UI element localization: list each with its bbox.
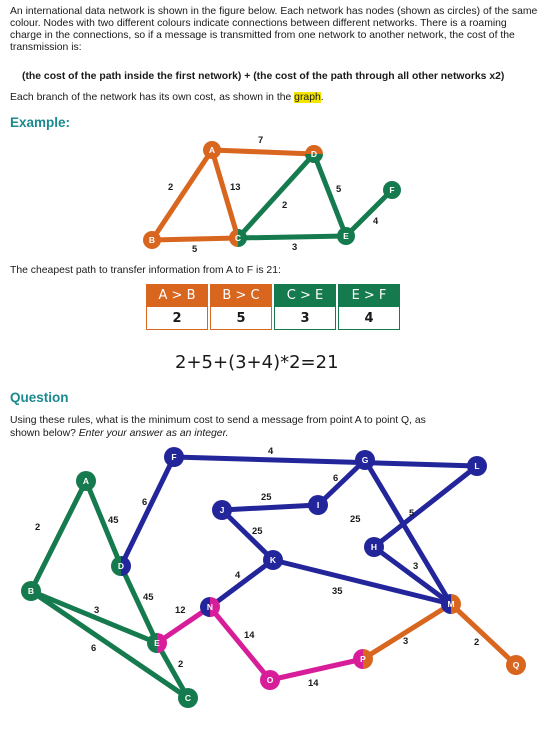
cost-value-b-c: 5 (210, 306, 272, 330)
q-weight-b-e: 3 (94, 604, 100, 615)
ex-weight-a-b: 2 (168, 181, 174, 192)
cost-header-c-e: C > E (274, 284, 336, 306)
q-weight-a-d: 45 (108, 514, 119, 525)
q-edge-d-f (121, 457, 174, 566)
example-graph (143, 134, 401, 254)
q-weight-g-i: 6 (333, 472, 339, 483)
svg-text:A: A (82, 476, 90, 486)
svg-text:E: E (154, 638, 160, 648)
ex-weight-e-f: 4 (373, 215, 379, 226)
q-edge-l-h (374, 466, 477, 547)
ex-weight-a-c: 13 (230, 181, 241, 192)
branch-end: . (320, 92, 324, 103)
cost-header-a-b: A > B (146, 284, 208, 306)
svg-text:Q: Q (512, 660, 520, 670)
example-equation: 2+5+(3+4)*2=21 (175, 352, 339, 373)
q-node-e (147, 633, 167, 653)
example-heading: Example: (10, 115, 71, 130)
ex-edge-c-d (238, 154, 314, 238)
q-edge-g-m (365, 460, 451, 604)
q-node-i (308, 495, 328, 515)
cost-table (144, 284, 402, 330)
cost-header-b-c: B > C (210, 284, 272, 306)
q-weight-a-b: 2 (35, 521, 41, 532)
q-node-h (364, 537, 384, 557)
cost-header-e-f: E > F (338, 284, 400, 306)
q-weight-j-i: 25 (261, 491, 272, 502)
svg-text:L: L (474, 461, 480, 471)
q-node-k (263, 550, 283, 570)
q-edge-n-o (210, 607, 270, 680)
cost-table-header (146, 284, 400, 306)
ex-edge-e-f (346, 190, 392, 236)
svg-text:I: I (316, 500, 320, 510)
ex-weight-a-d: 7 (258, 134, 264, 145)
cheapest-path-text: The cheapest path to transfer information from A to F is 21: (10, 265, 281, 276)
ex-node-c (229, 229, 247, 247)
cost-value-e-f: 4 (338, 306, 400, 330)
ex-edge-d-e (314, 154, 346, 236)
q-weight-d-e: 45 (143, 591, 154, 602)
ex-node-e (337, 227, 355, 245)
graph-highlight: graph (294, 92, 321, 103)
q-edge-j-k (222, 510, 273, 560)
svg-text:G: G (361, 455, 369, 465)
ex-edge-a-b (152, 150, 212, 240)
ex-node-d (305, 145, 323, 163)
q-weight-e-c: 2 (178, 658, 184, 669)
q-weight-k-n: 4 (235, 569, 241, 580)
svg-text:E: E (343, 231, 349, 241)
ex-edge-b-c (152, 238, 238, 240)
svg-text:K: K (269, 555, 277, 565)
cost-table-values (146, 306, 400, 330)
q-weight-e-n: 12 (175, 604, 186, 615)
svg-text:P: P (360, 654, 366, 664)
ex-node-f (383, 181, 401, 199)
q-node-l (467, 456, 487, 476)
q-edge-k-n (210, 560, 273, 607)
q-node-a (76, 471, 96, 491)
svg-text:F: F (171, 452, 177, 462)
q-weight-n-o: 14 (244, 629, 255, 640)
svg-text:M: M (447, 599, 455, 609)
q-edge-j-i (222, 505, 318, 510)
cost-formula: (the cost of the path inside the first network) + (the cost of the path through all other networks x2) (22, 71, 505, 82)
q-node-c (178, 688, 198, 708)
question-text (10, 415, 450, 440)
ex-node-b (143, 231, 161, 249)
q-weight-h-m: 3 (413, 560, 419, 571)
question-body: Using these rules, what is the minimum cost to send a message from point A to point Q, as shown below? (10, 415, 426, 439)
q-weight-g-m: 25 (350, 513, 361, 524)
q-node-m (441, 594, 461, 614)
svg-text:D: D (117, 561, 125, 571)
ex-weight-d-e: 5 (336, 183, 342, 194)
intro-paragraph: An international data network is shown in the figure below. Each network has nodes (shown as circles) of the same colour. Nodes with two different colours indicate connections between different networks. There is a roaming charge in the connections, so if a message is transmitted from one network to another network, the cost of the transmission is: (10, 6, 538, 53)
q-edge-f-l (174, 457, 477, 466)
svg-text:N: N (206, 602, 214, 612)
q-node-o (260, 670, 280, 690)
ex-weight-c-d: 2 (282, 199, 288, 210)
q-edge-a-b (31, 481, 86, 591)
question-graph (21, 445, 526, 708)
q-weight-j-k: 25 (252, 525, 263, 536)
q-weight-d-f: 6 (142, 496, 148, 507)
q-node-q (506, 655, 526, 675)
svg-text:A: A (208, 145, 216, 155)
ex-edge-a-d (212, 150, 314, 154)
q-node-g (355, 450, 375, 470)
q-weight-b-c: 6 (91, 642, 97, 653)
q-node-d (111, 556, 131, 576)
q-node-b (21, 581, 41, 601)
q-weight-o-p: 14 (308, 677, 319, 688)
cost-value-c-e: 3 (274, 306, 336, 330)
q-weight-p-m: 3 (403, 635, 409, 646)
svg-text:H: H (370, 542, 378, 552)
ex-weight-c-e: 3 (292, 241, 298, 252)
q-node-j (212, 500, 232, 520)
ex-edge-a-c (212, 150, 241, 238)
svg-text:C: C (184, 693, 192, 703)
svg-text:F: F (389, 185, 395, 195)
ex-edge-c-e (238, 236, 346, 238)
question-instruction: Enter your answer as an integer. (78, 427, 229, 439)
q-node-f (164, 447, 184, 467)
q-edge-p-m (363, 604, 451, 659)
question-heading: Question (10, 390, 69, 405)
svg-text:D: D (310, 149, 318, 159)
svg-text:C: C (234, 233, 242, 243)
svg-text:B: B (27, 586, 35, 596)
q-edge-m-q (451, 604, 516, 665)
q-node-p (353, 649, 373, 669)
ex-node-a (203, 141, 221, 159)
branch-text: Each branch of the network has its own cost, as shown in the (10, 92, 292, 103)
q-weight-l-h: 5 (409, 507, 415, 518)
svg-text:B: B (148, 235, 156, 245)
cost-value-a-b: 2 (146, 306, 208, 330)
svg-text:O: O (266, 675, 274, 685)
q-weight-f-l: 4 (268, 445, 274, 456)
svg-text:J: J (219, 505, 225, 515)
q-weight-k-m: 35 (332, 585, 343, 596)
q-weight-m-q: 2 (474, 636, 480, 647)
q-node-n (200, 597, 220, 617)
ex-weight-b-c: 5 (192, 243, 198, 254)
